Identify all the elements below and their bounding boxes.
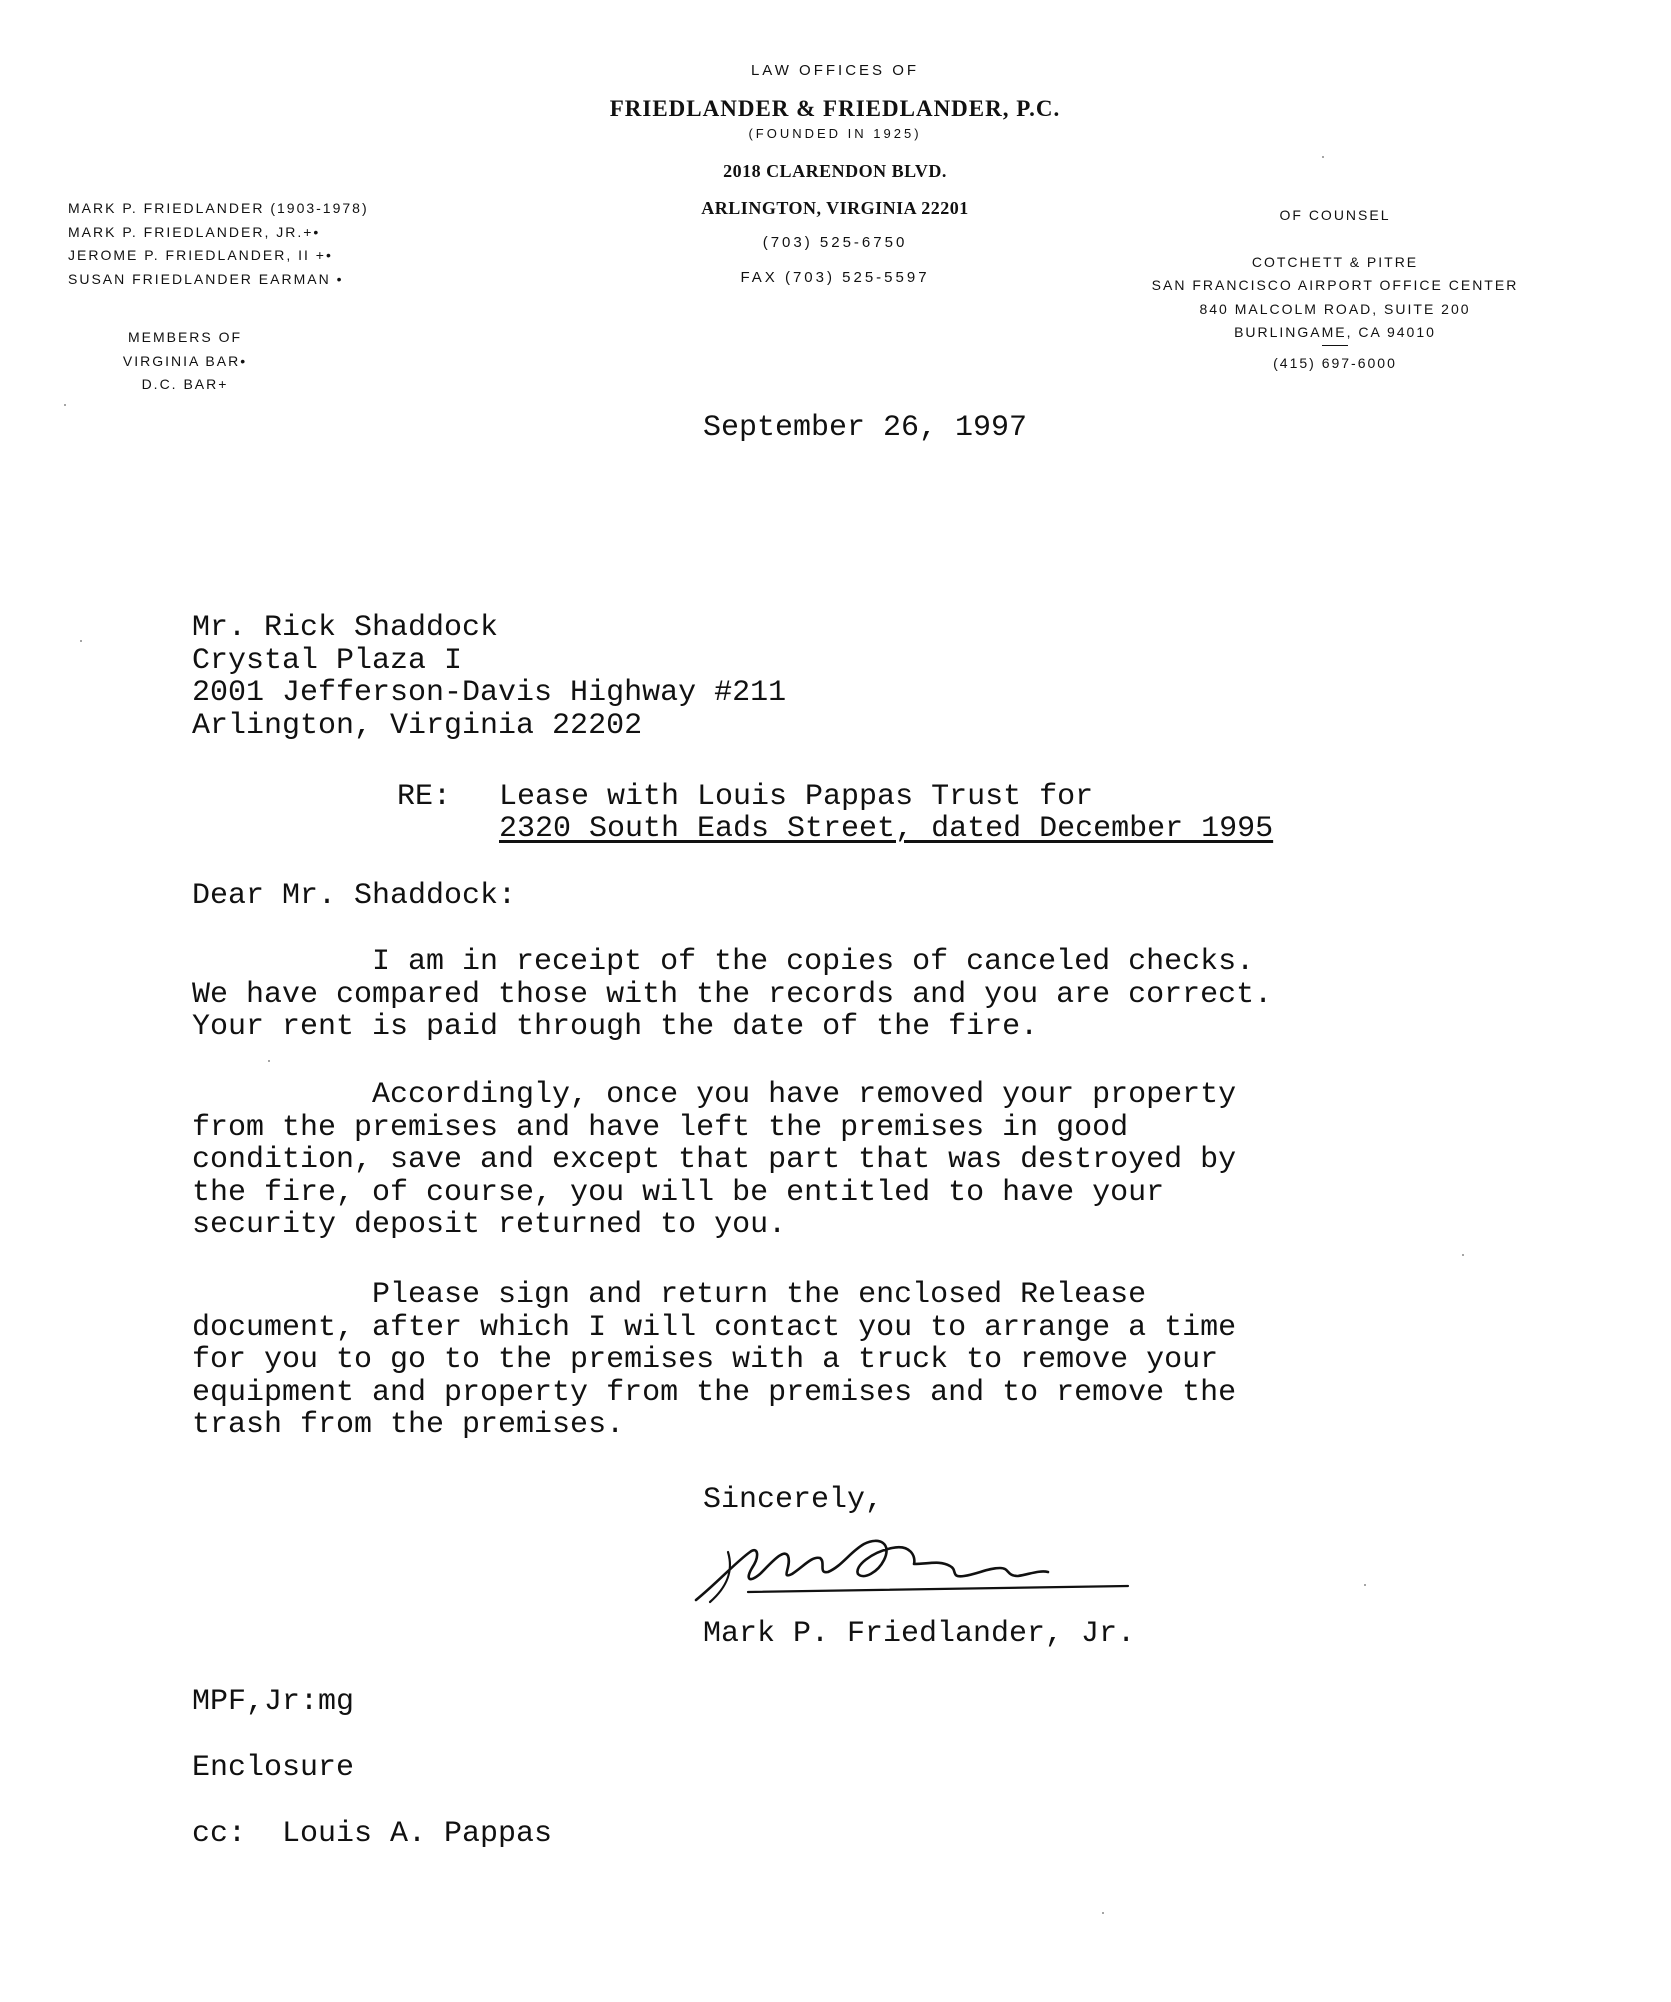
law-offices-caption: LAW OFFICES OF bbox=[750, 62, 920, 79]
letter-date: September 26, 1997 bbox=[703, 411, 1028, 445]
re-line-2: 2320 South Eads Street, dated December 1995 bbox=[499, 812, 1274, 846]
body-paragraph bbox=[192, 1079, 1236, 1242]
paragraph-line: I am in receipt of the copies of canceled checks. bbox=[192, 945, 1255, 979]
firm-city: ARLINGTON, VIRGINIA 22201 bbox=[701, 198, 969, 218]
body-paragraph bbox=[192, 946, 1272, 1044]
of-counsel-block bbox=[1105, 204, 1565, 375]
founded-line: (FOUNDED IN 1925) bbox=[748, 126, 922, 141]
paragraph-line: Accordingly, once you have removed your property bbox=[192, 1078, 1237, 1112]
scan-speck bbox=[1462, 1254, 1464, 1256]
of-counsel-heading: OF COUNSEL bbox=[1279, 207, 1391, 223]
re-label: RE: bbox=[397, 780, 452, 814]
typist-initials: MPF,Jr:mg bbox=[192, 1685, 355, 1719]
cc-line: cc: Louis A. Pappas bbox=[192, 1817, 553, 1851]
paragraph-line: the fire, of course, you will be entitled to have your bbox=[192, 1175, 1165, 1210]
members-virginia: VIRGINIA BAR• bbox=[122, 352, 248, 369]
members-dc: D.C. BAR+ bbox=[141, 376, 229, 392]
members-heading: MEMBERS OF bbox=[127, 329, 243, 345]
closing: Sincerely, bbox=[703, 1483, 884, 1517]
of-counsel-line: COTCHETT & PITRE bbox=[1251, 253, 1419, 270]
paragraph-line: security deposit returned to you. bbox=[192, 1208, 787, 1242]
handwritten-signature bbox=[688, 1522, 1148, 1612]
signer-name: Mark P. Friedlander, Jr. bbox=[703, 1617, 1136, 1651]
firm-fax: FAX (703) 525-5597 bbox=[740, 269, 930, 286]
paragraph-line: from the premises and have left the premises in good bbox=[192, 1110, 1129, 1145]
scan-speck bbox=[1322, 156, 1324, 158]
of-counsel-line: BURLINGAME, CA 94010 bbox=[1234, 324, 1436, 340]
bar-membership bbox=[100, 326, 270, 397]
of-counsel-line: SAN FRANCISCO AIRPORT OFFICE CENTER bbox=[1151, 277, 1519, 293]
paragraph-line: We have compared those with the records and you are correct. bbox=[192, 977, 1273, 1012]
body-paragraph bbox=[192, 1279, 1236, 1442]
recipient-line: Arlington, Virginia 22202 bbox=[192, 708, 643, 743]
attorney-name: JEROME P. FRIEDLANDER, II +• bbox=[68, 247, 333, 263]
paragraph-line: equipment and property from the premises and to remove the bbox=[192, 1375, 1237, 1410]
divider bbox=[1322, 345, 1348, 352]
scan-speck bbox=[64, 404, 66, 406]
salutation: Dear Mr. Shaddock: bbox=[192, 879, 517, 913]
of-counsel-phone: (415) 697-6000 bbox=[1273, 354, 1397, 371]
paragraph-line: document, after which I will contact you to arrange a time bbox=[192, 1310, 1237, 1345]
recipient-address bbox=[192, 612, 786, 742]
paragraph-line: condition, save and except that part that was destroyed by bbox=[192, 1143, 1237, 1177]
firm-phone: (703) 525-6750 bbox=[762, 234, 908, 251]
scan-speck bbox=[80, 640, 82, 642]
enclosure-note: Enclosure bbox=[192, 1751, 355, 1785]
scan-speck bbox=[1102, 1912, 1104, 1914]
attorney-name: MARK P. FRIEDLANDER (1903-1978) bbox=[68, 200, 369, 216]
recipient-line: Crystal Plaza I bbox=[192, 643, 463, 678]
paragraph-line: Your rent is paid through the date of the fire. bbox=[192, 1010, 1039, 1044]
attorney-list bbox=[68, 197, 369, 291]
recipient-line: Mr. Rick Shaddock bbox=[192, 611, 499, 645]
paragraph-line: trash from the premises. bbox=[192, 1408, 625, 1442]
re-line-1: Lease with Louis Pappas Trust for bbox=[499, 780, 1094, 814]
firm-name: FRIEDLANDER & FRIEDLANDER, P.C. bbox=[609, 96, 1061, 121]
firm-street: 2018 CLARENDON BLVD. bbox=[723, 161, 947, 181]
recipient-line: 2001 Jefferson-Davis Highway #211 bbox=[192, 676, 787, 710]
scan-speck bbox=[1364, 1584, 1366, 1586]
attorney-name: MARK P. FRIEDLANDER, JR.+• bbox=[68, 223, 321, 240]
scan-speck bbox=[268, 1060, 270, 1062]
of-counsel-line: 840 MALCOLM ROAD, SUITE 200 bbox=[1199, 300, 1471, 317]
paragraph-line: Please sign and return the enclosed Release bbox=[192, 1278, 1147, 1312]
paragraph-line: for you to go to the premises with a truck to remove your bbox=[192, 1343, 1219, 1377]
attorney-name: SUSAN FRIEDLANDER EARMAN • bbox=[68, 270, 344, 287]
